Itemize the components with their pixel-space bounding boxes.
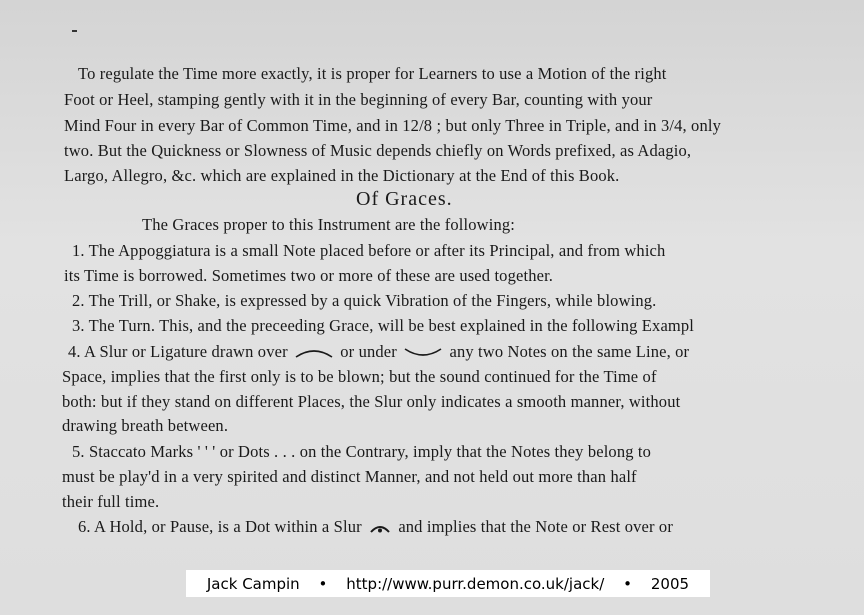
text-line: Mind Four in every Bar of Common Time, and in 12/8 ; but only Three in Triple, and in 3/4, only	[64, 116, 721, 135]
ink-speck	[72, 30, 77, 32]
year-label: 2005	[650, 574, 690, 593]
text-fragment: any two Notes on the same Line, or	[449, 342, 690, 361]
text-line: must be play'd in a very spirited and distinct Manner, and not held out more than half	[62, 467, 637, 486]
text-line	[68, 342, 689, 362]
slur-over-icon	[294, 347, 334, 359]
separator-dot: •	[623, 574, 632, 593]
text-line: two. But the Quickness or Slowness of Music depends chiefly on Words prefixed, as Adagio,	[64, 141, 692, 160]
section-heading: Of Graces.	[356, 188, 453, 210]
text-line: 1. The Appoggiatura is a small Note placed before or after its Principal, and from which	[72, 241, 666, 260]
text-fragment: and implies that the Note or Rest over or	[398, 517, 673, 536]
text-fragment: 6. A Hold, or Pause, is a Dot within a Slur	[78, 517, 362, 536]
credit-footer	[186, 570, 710, 597]
text-line: drawing breath between.	[62, 416, 229, 435]
text-line: To regulate the Time more exactly, it is proper for Learners to use a Motion of the right	[78, 64, 667, 83]
text-line: its Time is borrowed. Sometimes two or more of these are used together.	[64, 266, 554, 285]
text-fragment: or under	[340, 342, 397, 361]
text-fragment: 4. A Slur or Ligature drawn over	[68, 342, 288, 361]
text-line: Largo, Allegro, &c. which are explained in the Dictionary at the End of this Book.	[64, 166, 620, 185]
website-link[interactable]: http://www.purr.demon.co.uk/jack/	[346, 574, 605, 593]
text-line: Foot or Heel, stamping gently with it in the beginning of every Bar, counting with your	[64, 90, 653, 109]
grace-item-3: 3. The Turn. This, and the preceeding Grace, will be best explained in the following Exampl	[72, 316, 695, 335]
text-line: both: but if they stand on different Places, the Slur only indicates a smooth manner, without	[62, 392, 681, 411]
text-line: their full time.	[62, 492, 160, 511]
slur-under-icon	[403, 347, 443, 359]
text-line: Space, implies that the first only is to be blown; but the sound continued for the Time of	[62, 367, 657, 386]
graces-intro: The Graces proper to this Instrument are the following:	[142, 215, 515, 234]
author-name: Jack Campin	[206, 574, 300, 593]
separator-dot: •	[318, 574, 328, 593]
text-line: 5. Staccato Marks ' ' ' or Dots . . . on the Contrary, imply that the Notes they belong to	[72, 442, 652, 461]
text-line	[78, 517, 673, 537]
pause-icon	[369, 522, 391, 534]
grace-item-2: 2. The Trill, or Shake, is expressed by a quick Vibration of the Fingers, while blowing.	[72, 291, 657, 310]
